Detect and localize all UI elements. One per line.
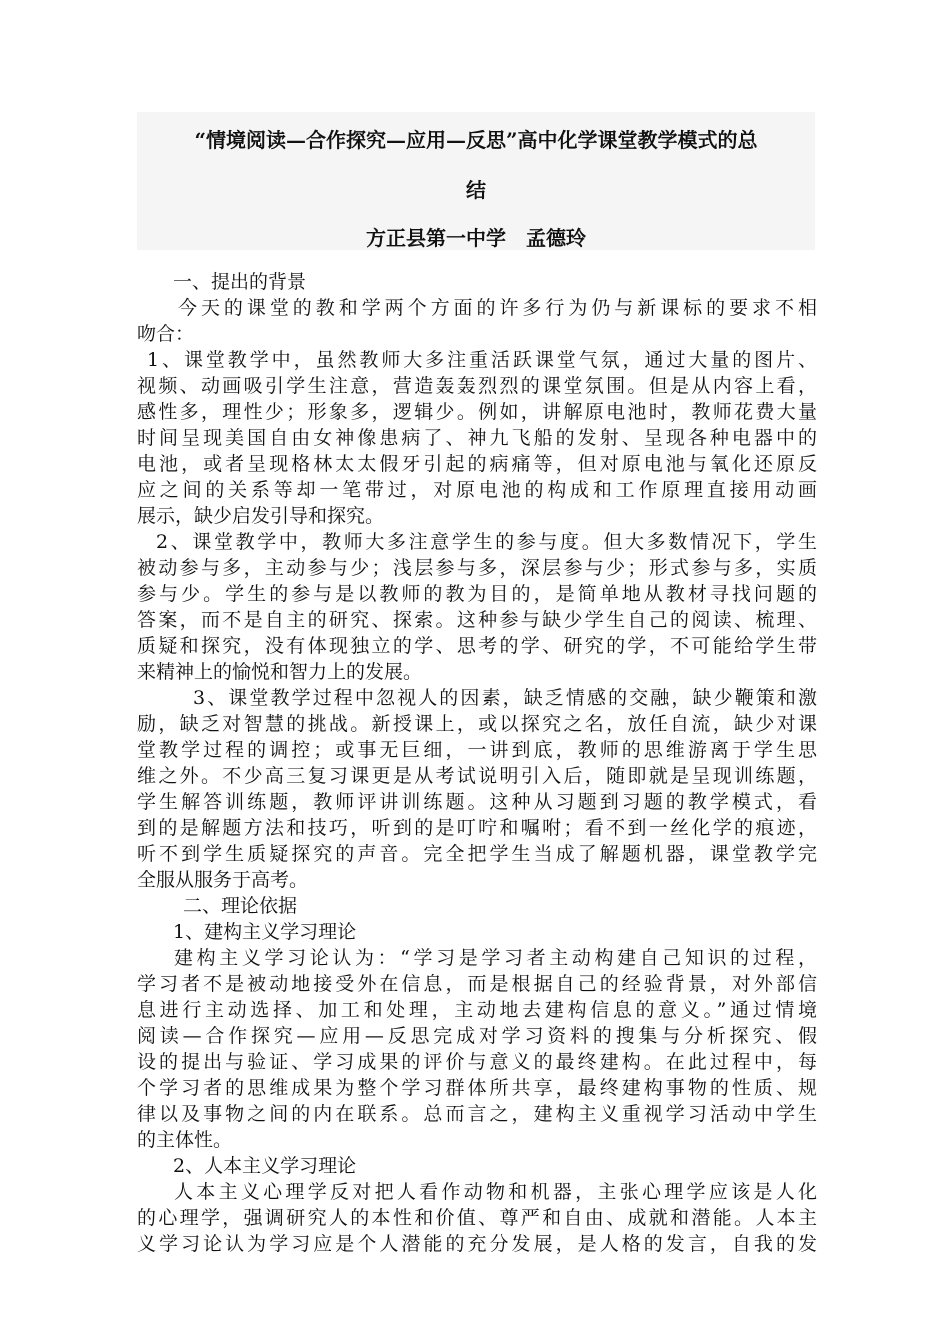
body-line: 吻合： — [137, 323, 195, 345]
body-line: 时间呈现美国自由女神像患病了、神九飞船的发射、呈现各种电器中的 — [137, 427, 817, 449]
body-line: 息进行主动选择、加工和处理，主动地去建构信息的意义。”通过情境 — [137, 999, 817, 1021]
document-title-line-1: “情境阅读—合作探究—应用—反思”高中化学课堂教学模式的总 — [194, 128, 758, 152]
section-heading: 二、理论依据 — [183, 895, 298, 917]
body-line: 感性多，理性少；形象多，逻辑少。例如，讲解原电池时，教师花费大量 — [137, 401, 817, 423]
body-line: 阅读—合作探究—应用—反思完成对学习资料的搜集与分析探究、假 — [137, 1025, 817, 1047]
body-line: 来精神上的愉悦和智力上的发展。 — [137, 661, 423, 683]
body-line: 的心理学，强调研究人的本性和价值、尊严和自由、成就和潜能。人本主 — [137, 1207, 817, 1229]
body-line: 视频、动画吸引学生注意，营造轰轰烈烈的课堂氛围。但是从内容上看， — [137, 375, 817, 397]
body-line: 全服从服务于高考。 — [137, 869, 309, 891]
body-line: 义学习论认为学习应是个人潜能的充分发展，是人格的发言，自我的发 — [137, 1233, 817, 1255]
body-line: 展示，缺少启发引导和探究。 — [137, 505, 385, 527]
section-heading: 一、提出的背景 — [173, 271, 307, 293]
body-line: 3、课堂教学过程中忽视人的因素，缺乏情感的交融，缺少鞭策和激 — [193, 687, 817, 709]
body-line: 的主体性。 — [137, 1129, 233, 1151]
body-line: 到的是解题方法和技巧，听到的是叮咛和嘱咐；看不到一丝化学的痕迹， — [137, 817, 817, 839]
subsection-heading: 1、建构主义学习理论 — [173, 921, 357, 943]
body-line: 被动参与多，主动参与少；浅层参与多，深层参与少；形式参与多，实质 — [137, 557, 817, 579]
body-line: 律以及事物之间的内在联系。总而言之，建构主义重视学习活动中学生 — [137, 1103, 817, 1125]
body-line: 个学习者的思维成果为整个学习群体所共享，最终建构事物的性质、规 — [137, 1077, 817, 1099]
body-line: 建构主义学习论认为：“学习是学习者主动构建自己知识的过程， — [174, 947, 817, 969]
body-line: 维之外。不少高三复习课更是从考试说明引入后，随即就是呈现训练题， — [137, 765, 817, 787]
body-line: 人本主义心理学反对把人看作动物和机器，主张心理学应该是人化 — [174, 1181, 817, 1203]
body-line: 堂教学过程的调控；或事无巨细，一讲到底，教师的思维游离于学生思 — [137, 739, 817, 761]
body-line: 2、课堂教学中，教师大多注意学生的参与度。但大多数情况下，学生 — [156, 531, 817, 553]
body-line: 1、课堂教学中，虽然教师大多注重活跃课堂气氛，通过大量的图片、 — [147, 349, 817, 371]
body-line: 学习者不是被动地接受外在信息，而是根据自己的经验背景，对外部信 — [137, 973, 817, 995]
body-line: 电池，或者呈现格林太太假牙引起的病痛等，但对原电池与氧化还原反 — [137, 453, 817, 475]
body-line: 应之间的关系等却一笔带过，对原电池的构成和工作原理直接用动画 — [137, 479, 817, 501]
body-line: 学生解答训练题，教师评讲训练题。这种从习题到习题的教学模式，看 — [137, 791, 817, 813]
body-line: 参与少。学生的参与是以教师的教为目的，是简单地从教材寻找问题的 — [137, 583, 817, 605]
document-title-line-2: 结 — [466, 178, 486, 202]
body-line: 答案，而不是自主的研究、探索。这种参与缺少学生自己的阅读、梳理、 — [137, 609, 817, 631]
body-line: 设的提出与验证、学习成果的评价与意义的最终建构。在此过程中，每 — [137, 1051, 817, 1073]
author-line: 方正县第一中学 孟德玲 — [366, 226, 586, 250]
subsection-heading: 2、人本主义学习理论 — [173, 1155, 357, 1177]
body-line: 今天的课堂的教和学两个方面的许多行为仍与新课标的要求不相 — [178, 297, 817, 319]
body-line: 听不到学生质疑探究的声音。完全把学生当成了解题机器，课堂教学完 — [137, 843, 817, 865]
body-line: 励，缺乏对智慧的挑战。新授课上，或以探究之名，放任自流，缺少对课 — [137, 713, 817, 735]
body-line: 质疑和探究，没有体现独立的学、思考的学、研究的学，不可能给学生带 — [137, 635, 817, 657]
